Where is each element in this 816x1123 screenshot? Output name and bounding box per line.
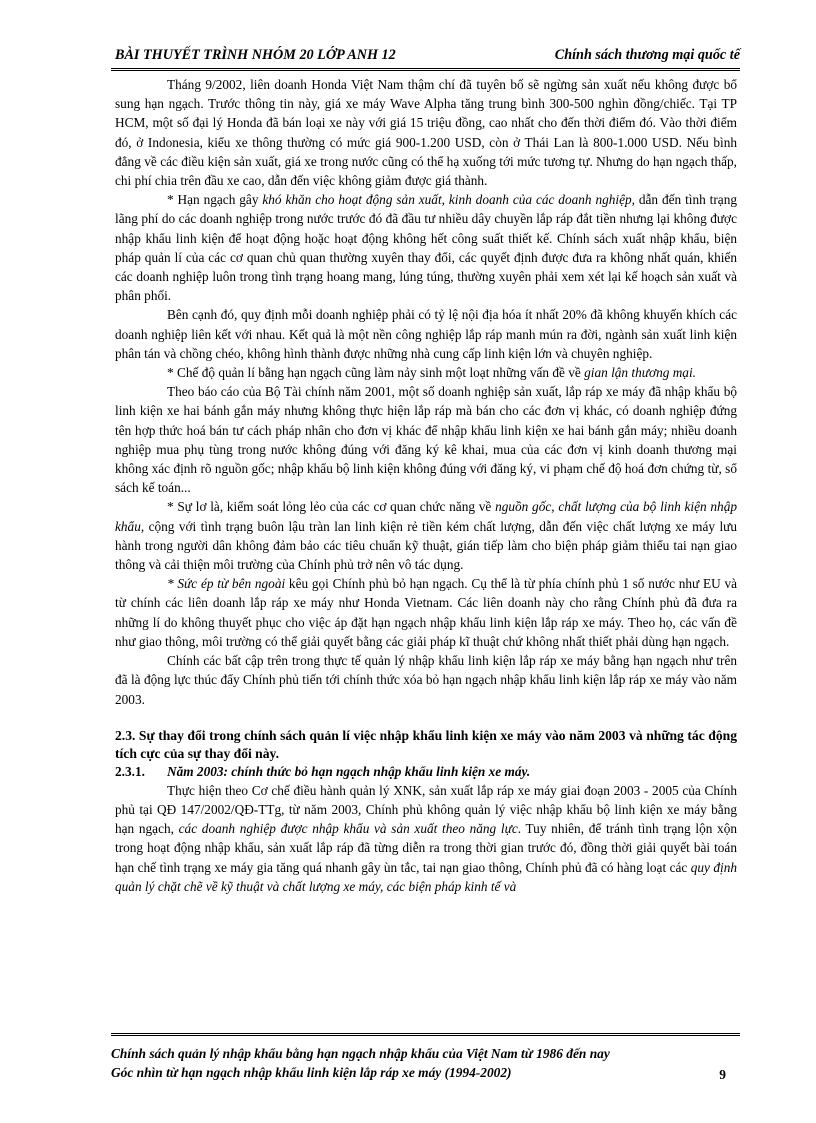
page-footer xyxy=(111,1033,740,1082)
paragraph xyxy=(115,305,737,363)
header-title: BÀI THUYẾT TRÌNH NHÓM 20 LỚP ANH 12 xyxy=(115,47,396,63)
paragraph xyxy=(115,190,737,305)
page-header xyxy=(111,44,740,71)
footer-line-2: Góc nhìn từ hạn ngạch nhập khẩu linh kiện lắp ráp xe máy (1994-2002) xyxy=(111,1065,512,1080)
paragraph-text: dẫn đến tình trạng lãng phí do các doanh nghiệp trong nước trước đó đã đầu tư nhiều dây chuyền lắp ráp đắt tiền nhưng lại không được nhập khẩu linh kiện để hoạt động hoặc hoạt động không hết công suất thiết kế. Chính sách xuất nhập khẩu, biện pháp quản lí của các cơ quan chủ quan thường xuyên thay đổi, các quyết định được đưa ra không nhất quán, khiến các doanh nghiệp luôn trong tình trạng hoang mang, lúng túng, thường xuyên phải xem xét lại kế hoạch sản xuất và phân phối. xyxy=(115,192,737,304)
paragraph xyxy=(115,363,737,382)
header-subject: Chính sách thương mại quốc tế xyxy=(554,47,740,63)
paragraph-text: Theo báo cáo của Bộ Tài chính năm 2001, một số doanh nghiệp sản xuất, lắp ráp xe máy đã nhập khẩu bộ linh kiện xe hai bánh gắn máy nhưng không thực hiện lắp ráp mà bán cho các đơn vị khác, có doanh nghiệp đứng tên hợp thức hoá bán tư cách pháp nhân cho đơn vị khác để nhập khẩu linh kiện xe hai bánh gắn máy; nhiều doanh nghiệp mua phụ tùng trong nước không đúng với đăng ký kê khai, mua của các đơn vị kinh doanh thương mại không xác định rõ nguồn gốc; nhập khẩu bộ linh kiện không đúng với đăng ký, vi phạm chế độ hoá đơn chứng từ, sổ sách kế toán... xyxy=(115,384,737,496)
paragraph-text: kêu gọi Chính phủ bỏ hạn ngạch. Cụ thể là từ phía chính phủ 1 số nước như EU và từ chính các liên doanh lắp ráp xe máy như Honda Vietnam. Các liên doanh này cho rằng Chính phủ đã đưa ra những lí do không thuyết phục cho việc áp đặt hạn ngạch nhập khẩu linh kiện lắp ráp xe máy. Theo họ, các vấn đề như giao thông, môi trường có thể giải quyết bằng các giải pháp kĩ thuật chứ không nhất thiết phải dùng hạn ngạch. xyxy=(115,576,737,649)
paragraph-text: Bên cạnh đó, quy định mỗi doanh nghiệp phải có tỷ lệ nội địa hóa ít nhất 20% đã không khuyến khích các doanh nghiệp liên kết với nhau. Kết quả là một nền công nghiệp lắp ráp manh mún ra đời, ngành sản xuất linh kiện phân tán và chồng chéo, không hình thành được những nhà cung cấp linh kiện lớn và chuyên nghiệp. xyxy=(115,307,737,361)
paragraph xyxy=(115,781,737,896)
subsection-heading xyxy=(115,763,737,781)
paragraph xyxy=(115,75,737,190)
document-body xyxy=(115,75,737,896)
subsection-title: Năm 2003: chính thức bỏ hạn ngạch nhập khẩu linh kiện xe máy. xyxy=(167,763,531,779)
paragraph xyxy=(115,651,737,709)
paragraph-group-section xyxy=(115,781,737,896)
italic-text: quy định quản lý chặt chẽ về kỹ thuật và chất lượng xe máy, các biện pháp kinh tế và xyxy=(115,859,737,894)
paragraph-text: Thực hiện theo Cơ chế điều hành quản lý XNK, sản xuất lắp ráp xe máy giai đoạn 2003 - 2005 của Chính phủ tại QĐ 147/2002/QĐ-TTg, từ năm 2003, Chính phủ không quản lý việc nhập khẩu bộ linh kiện xe máy bằng hạn ngạch, xyxy=(115,782,737,837)
paragraph-group-intro xyxy=(115,75,737,709)
paragraph-text: Chính các bất cập trên trong thực tế quản lý nhập khẩu linh kiện lắp ráp xe máy bằng hạn ngạch như trên đã là động lực thúc đẩy Chính phủ tiến tới chính thức xóa bỏ hạn ngạch nhập khẩu linh kiện lắp ráp xe máy vào năm 2003. xyxy=(115,653,737,707)
page-number: 9 xyxy=(719,1067,726,1082)
italic-text: gian lận thương mại. xyxy=(584,365,696,381)
paragraph xyxy=(115,497,737,574)
subsection-number: 2.3.1. xyxy=(115,763,145,779)
paragraph xyxy=(115,574,737,651)
italic-text: các doanh nghiệp được nhập khẩu và sản xuất theo năng lực xyxy=(178,821,518,837)
paragraph-text: * Sự lơ là, kiểm soát lỏng lẻo của các cơ quan chức năng về xyxy=(167,499,496,515)
italic-text: nguồn gốc, chất lượng của bộ linh kiện nhập khẩu xyxy=(115,499,737,534)
paragraph-text: , cộng với tình trạng buôn lậu tràn lan linh kiện rẻ tiền kém chất lượng, dẫn đến việc chất lượng xe máy lưu hành trong người dân không đảm bảo các tiêu chuẩn kỹ thuật, gián tiếp làm cho biện pháp giảm thiểu tai nạn giao thông và cải thiện môi trường của Chính phủ trở nên vô tác dụng. xyxy=(115,518,737,573)
paragraph-text: * Hạn ngạch gây xyxy=(167,192,263,208)
footer-line-1: Chính sách quản lý nhập khẩu bằng hạn ngạch nhập khẩu của Việt Nam từ 1986 đến nay xyxy=(111,1046,610,1061)
paragraph-text: * Chế độ quản lí bằng hạn ngạch cũng làm nảy sinh một loạt những vấn đề về xyxy=(167,365,585,381)
paragraph-text: Tháng 9/2002, liên doanh Honda Việt Nam thậm chí đã tuyên bố sẽ ngừng sản xuất nếu không được bổ sung hạn ngạch. Trước thông tin này, giá xe máy Wave Alpha tăng trung bình 300-500 nghìn đồng/chiếc. Tại TP HCM, một số đại lý Honda đã bán loại xe này với giá 15 triệu đồng, cao nhất cho đến thời điểm đó. Vào thời điểm đó, ở Indonesia, kiểu xe thông thường có mức giá 900-1.200 USD, còn ở Thái Lan là 800-1.000 USD. Nếu bình đẳng về các điều kiện sản xuất, giá xe trong nước cũng có thể hạ xuống tới mức tương tự. Nhưng do hạn ngạch thấp, chi phí chia trên đầu xe cao, dẫn đến việc không giảm được giá thành. xyxy=(115,77,737,189)
section-heading: 2.3. Sự thay đổi trong chính sách quản lí việc nhập khẩu linh kiện xe máy vào năm 2003 và những tác động tích cực của sự thay đổi này. xyxy=(115,727,737,761)
italic-text: * Sức ép từ bên ngoài xyxy=(167,576,286,592)
italic-text: khó khăn cho hoạt động sản xuất, kinh doanh của các doanh nghiệp, xyxy=(262,192,635,208)
paragraph xyxy=(115,382,737,497)
paragraph-text: . Tuy nhiên, để tránh tình trạng lộn xộn trong hoạt động nhập khẩu, sản xuất lắp ráp đã từng diễn ra trong thời gian trước đó, đồng thời giải quyết bài toán hạn chế tình trạng xe máy gia tăng quá nhanh gây ùn tắc, tai nạn giao thông, Chính phủ đã có hàng loạt các xyxy=(115,821,737,875)
